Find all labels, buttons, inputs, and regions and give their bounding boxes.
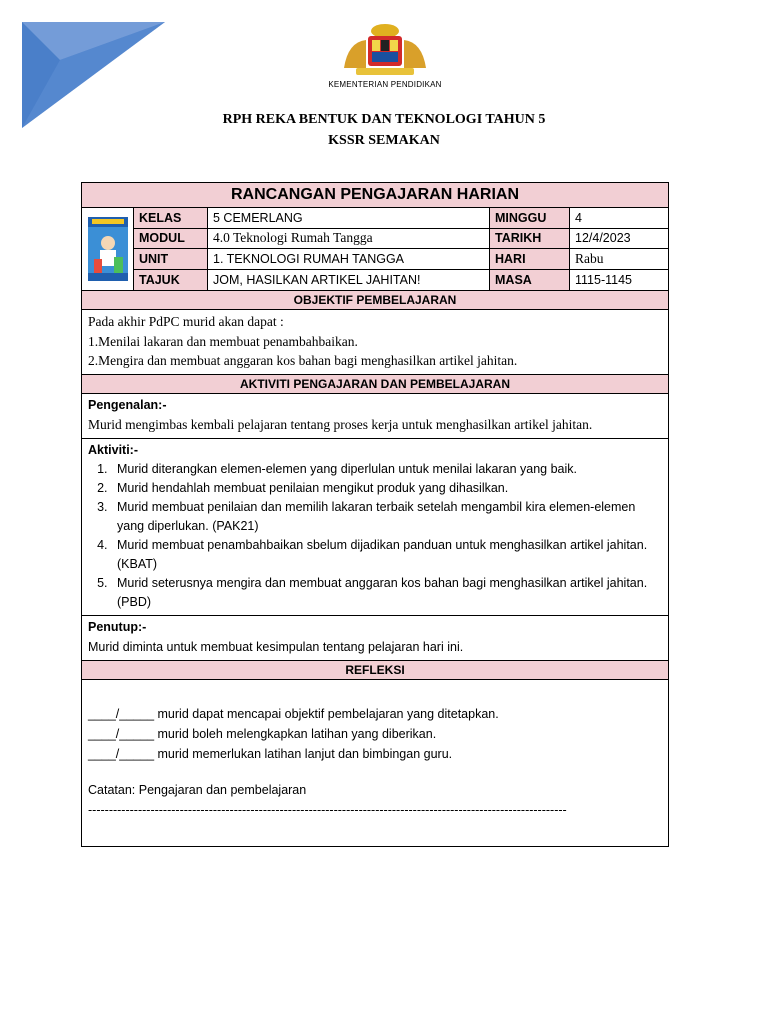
aktiviti-step: 1. Murid diterangkan elemen-elemen yang diperlulan untuk menilai lakaran yang baik.	[111, 460, 662, 479]
refleksi-heading: REFLEKSI	[82, 661, 668, 680]
penutup-section	[82, 616, 668, 661]
aktiviti-section	[82, 439, 668, 617]
ministry-crest-logo	[330, 22, 440, 80]
pengenalan-section	[82, 394, 668, 439]
photo-cell	[82, 208, 134, 290]
info-block	[82, 208, 668, 291]
hari-label: HARI	[490, 249, 570, 270]
tajuk-value: JOM, HASILKAN ARTIKEL JAHITAN!	[208, 270, 490, 291]
minggu-value: 4	[570, 208, 668, 229]
tajuk-label: TAJUK	[134, 270, 208, 291]
aktiviti-step: 5. Murid seterusnya mengira dan membuat anggaran kos bahan bagi menghasilkan artikel jahitan. (PBD)	[111, 574, 662, 612]
document-subtitle: KSSR SEMAKAN	[328, 133, 440, 148]
aktiviti-list	[88, 460, 662, 612]
masa-value: 1115-1145	[575, 272, 632, 287]
catatan-dashes: -------------------------------------------------------------------------------------------------------------------	[88, 803, 567, 817]
refleksi-line: ____/_____ murid memerlukan latihan lanjut dan bimbingan guru.	[88, 747, 453, 761]
modul-label: MODUL	[134, 229, 208, 250]
masa-label: MASA	[490, 270, 570, 291]
document-title: RPH REKA BENTUK DAN TEKNOLOGI TAHUN 5	[222, 112, 546, 127]
ministry-name: KEMENTERIAN PENDIDIKAN	[328, 80, 442, 89]
kelas-label: KELAS	[134, 208, 208, 229]
penutup-label: Penutup:-	[88, 620, 147, 634]
pengenalan-text: Murid mengimbas kembali pelajaran tentang proses kerja untuk menghasilkan artikel jahitan.	[88, 417, 593, 432]
aktiviti-step: 2. Murid hendahlah membuat penilaian mengikut produk yang dihasilkan.	[111, 479, 662, 498]
aktiviti-heading: AKTIVITI PENGAJARAN DAN PEMBELAJARAN	[82, 375, 668, 394]
aktiviti-step: 4. Murid membuat penambahbaikan sbelum dijadikan panduan untuk menghasilkan artikel jahitan. (KBAT)	[111, 536, 662, 574]
pengenalan-label: Pengenalan:-	[88, 397, 167, 412]
unit-label: UNIT	[134, 249, 208, 270]
textbook-cover-image	[88, 217, 128, 281]
objektif-section	[82, 310, 668, 375]
tarikh-label: TARIKH	[490, 229, 570, 250]
aktiviti-label: Aktiviti:-	[88, 442, 138, 457]
aktiviti-step: 3. Murid membuat penilaian dan memilih lakaran terbaik setelah mengambil kira elemen-elemen yang diperlukan. (PAK21)	[111, 498, 662, 536]
lesson-plan-table	[81, 182, 669, 847]
hari-value: Rabu	[570, 249, 668, 270]
refleksi-line: ____/_____ murid boleh melengkapkan latihan yang diberikan.	[88, 727, 437, 741]
corner-decoration	[0, 0, 170, 130]
penutup-text: Murid diminta untuk membuat kesimpulan tentang pelajaran hari ini.	[88, 639, 464, 654]
objektif-item: 2.Mengira dan membuat anggaran kos bahan bagi menghasilkan artikel jahitan.	[88, 353, 518, 368]
tarikh-value: 12/4/2023	[570, 229, 668, 250]
modul-value: 4.0 Teknologi Rumah Tangga	[208, 229, 490, 250]
catatan-text: Catatan: Pengajaran dan pembelajaran	[88, 783, 307, 797]
refleksi-section	[82, 680, 668, 846]
objektif-heading: OBJEKTIF PEMBELAJARAN	[82, 291, 668, 310]
refleksi-line: ____/_____ murid dapat mencapai objektif pembelajaran yang ditetapkan.	[88, 707, 499, 721]
spacer	[88, 764, 662, 780]
minggu-label: MINGGU	[490, 208, 570, 229]
objektif-intro: Pada akhir PdPC murid akan dapat :	[88, 314, 284, 329]
objektif-item: 1.Menilai lakaran dan membuat penambahbaikan.	[88, 333, 358, 349]
info-grid	[134, 208, 668, 290]
plan-heading: RANCANGAN PENGAJARAN HARIAN	[82, 183, 668, 208]
unit-value: 1. TEKNOLOGI RUMAH TANGGA	[208, 249, 490, 270]
kelas-value: 5 CEMERLANG	[208, 208, 490, 229]
